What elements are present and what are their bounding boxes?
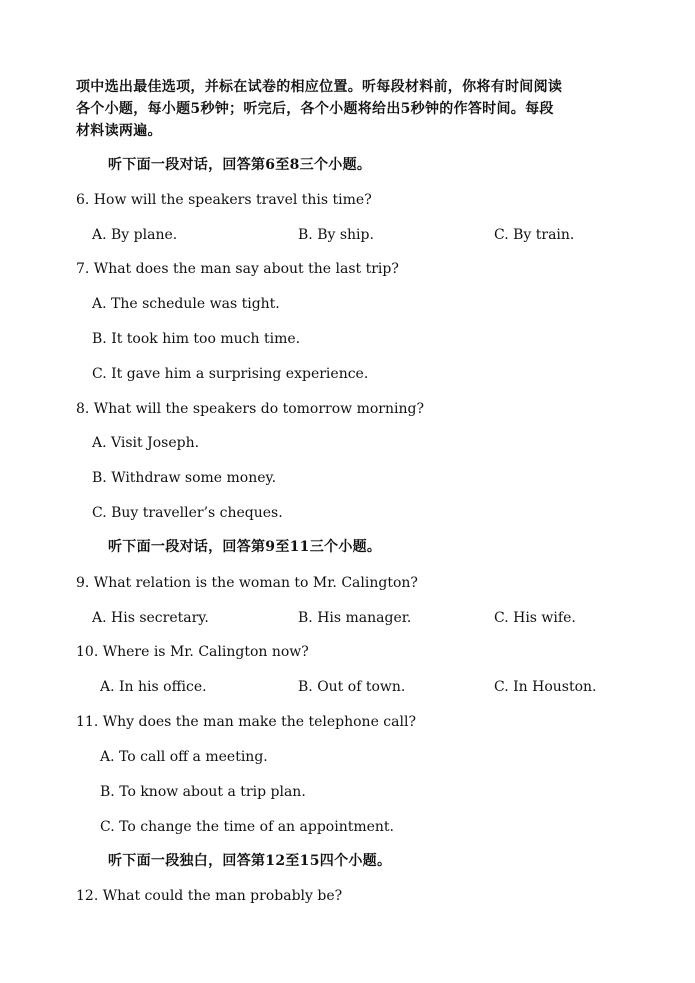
intro-line-1: 项中选出最佳选项，并标在试卷的相应位置。听每段材料前，你将有时间阅读 (76, 79, 563, 95)
q11-option-a: A. To call off a meeting. (100, 749, 268, 765)
q8-option-b: B. Withdraw some money. (92, 470, 277, 486)
question-9: 9. What relation is the woman to Mr. Calington? (76, 575, 418, 591)
intro-line-2: 各个小题，每小题5秒钟；听完后，各个小题将给出5秒钟的作答时间。每段 (76, 101, 554, 117)
question-10: 10. Where is Mr. Calington now? (76, 644, 309, 660)
q9-option-c: C. His wife. (494, 610, 576, 626)
question-6: 6. How will the speakers travel this time? (76, 192, 372, 208)
section-instruction-1: 听下面一段对话，回答第6至8三个小题。 (108, 157, 372, 173)
q7-option-c: C. It gave him a surprising experience. (92, 366, 369, 382)
section-instruction-2: 听下面一段对话，回答第9至11三个小题。 (108, 539, 382, 555)
question-11: 11. Why does the man make the telephone call? (76, 714, 416, 730)
intro-line-3: 材料读两遍。 (76, 123, 162, 139)
q8-option-c: C. Buy traveller’s cheques. (92, 505, 283, 521)
q7-option-a: A. The schedule was tight. (92, 296, 280, 312)
q6-option-b: B. By ship. (298, 227, 374, 243)
q6-option-a: A. By plane. (92, 227, 178, 243)
q9-option-b: B. His manager. (298, 610, 412, 626)
question-12: 12. What could the man probably be? (76, 888, 343, 904)
q6-option-c: C. By train. (494, 227, 575, 243)
section-instruction-3: 听下面一段独白，回答第12至15四个小题。 (108, 853, 392, 869)
question-8: 8. What will the speakers do tomorrow morning? (76, 401, 424, 417)
q11-option-b: B. To know about a trip plan. (100, 784, 306, 800)
q10-option-c: C. In Houston. (494, 679, 597, 695)
q11-option-c: C. To change the time of an appointment. (100, 819, 394, 835)
q9-option-a: A. His secretary. (92, 610, 209, 626)
q10-option-a: A. In his office. (100, 679, 207, 695)
q7-option-b: B. It took him too much time. (92, 331, 301, 347)
q8-option-a: A. Visit Joseph. (92, 435, 200, 451)
question-7: 7. What does the man say about the last trip? (76, 261, 399, 277)
q10-option-b: B. Out of town. (298, 679, 406, 695)
